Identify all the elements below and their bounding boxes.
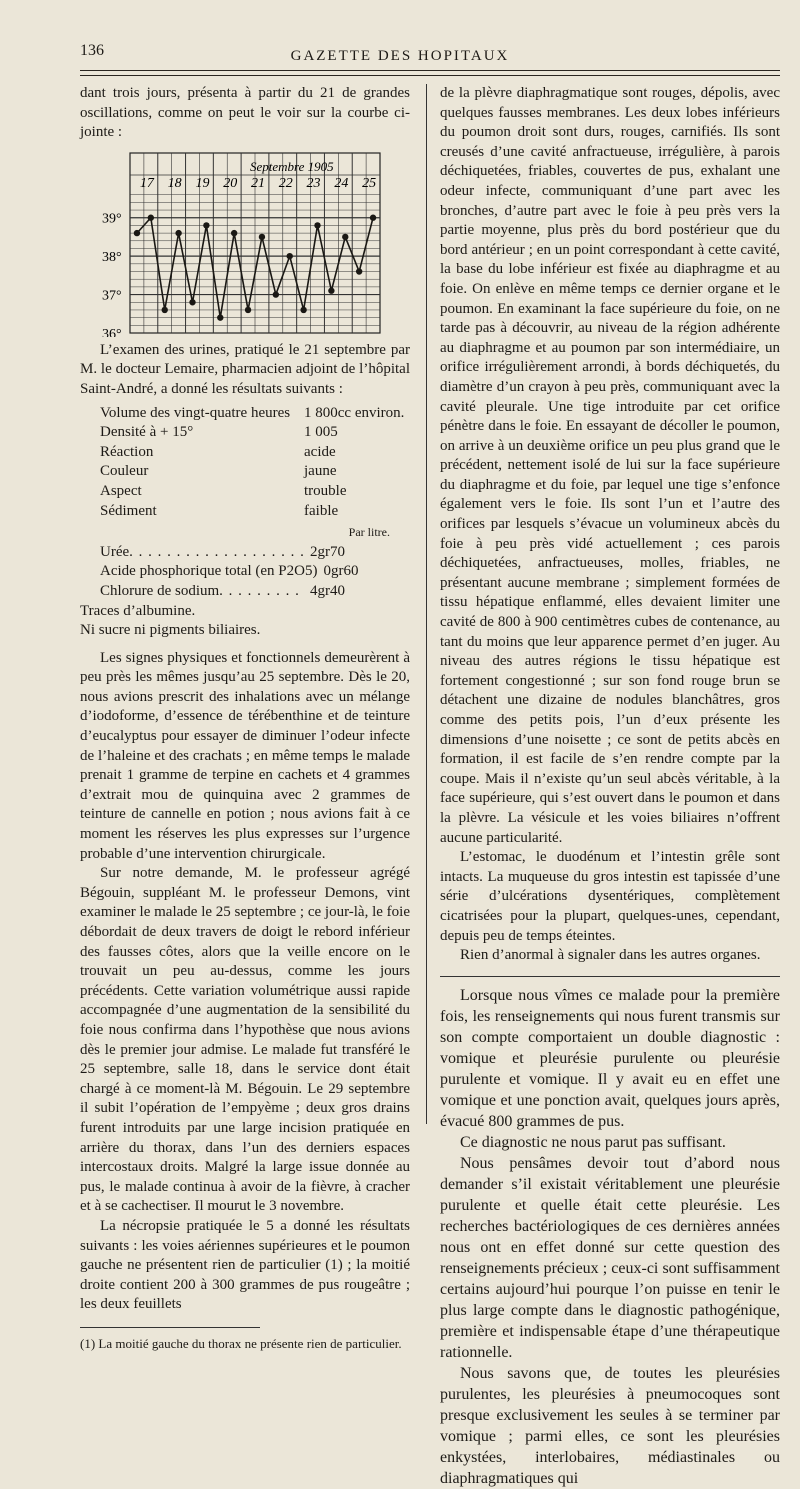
chart-month-label: Septembre 1905 (250, 158, 334, 174)
footnote-rule (80, 1327, 260, 1328)
day-label: 17 (139, 175, 154, 191)
temperature-point (231, 230, 237, 236)
y-tick-label: 38° (102, 249, 122, 265)
day-label: 20 (223, 175, 238, 191)
column-divider (426, 84, 427, 1124)
temperature-point (356, 268, 362, 274)
paragraph: Sur notre demande, M. le professeur agrégé Bégouin, suppléant M. le professeur Demons, vint examiner le malade le 25 septembre ; ce jour-là, le foie débordait de deux travers de doigt le rebord inférieur des fausses côtes, alors que la veille encore on le trouvait un peu au-dessus, comme les jours précédents. Cette variation volumétrique aussi rapide accompagnée d’une augmentation de la sensibilité du foie nous confirma dans l’hypothèse que nous avions dès le premier jour admise. Le malade fut transféré le 25 septembre, salle 18, dans le service dont était chargé à ce moment-là M. Bégouin. Le 29 septembre il subit l’opération de l’empyème ; deux gros drains furent introduits par une large incision pratiquée en arrière du thorax, dans l’un des derniers espaces intercostaux droits. Malgré la large issue donnée au pus, le malade continua à avoir de la fièvre, à cracher et à se cachectiser. Il mourut le 3 novembre. (80, 865, 410, 1215)
footnote: (1) La moitié gauche du thorax ne présente rien de particulier. (80, 1335, 402, 1351)
header-rule (80, 70, 780, 71)
paragraph: Les signes physiques et fonctionnels demeurèrent à peu près les mêmes jusqu’au 25 septembre. Dès le 20, nous avions prescrit des inhalations avec un mélange d’iodoforme, d’essence de térébenthine et de teinture d’eucalyptus pour essayer de diminuer l’odeur infecte de l’haleine et des crachats ; en même temps le malade prenait 1 gramme de terpine en cachets et 4 grammes d’extrait mou de quinquina avec 2 grammes de teinture de cannelle en potion ; nous avions fait à ce moment les réserves les plus expresses sur l’urgence probable d’une intervention chirurgicale. (80, 649, 410, 862)
urine-row: Réaction acide (100, 443, 336, 460)
par-litre-label: Par litre. (348, 525, 390, 540)
day-label: 23 (306, 175, 321, 191)
paragraph: Rien d’anormal à signaler dans les autres organes. (460, 947, 761, 964)
paragraph: Ce diagnostic ne nous parut pas suffisant. (460, 1133, 726, 1151)
paragraph: Lorsque nous vîmes ce malade pour la première fois, les renseignements qui nous furent transmis sur son compte comportaient un double diagnostic : vomique et pleurésie purulente ou pleurésie purulente et vomique. Il y avait eu en effet une vomique et une ponction avait, quelques jours après, évacué 800 grammes de pus. (440, 986, 780, 1130)
right-column (440, 84, 780, 1489)
urine-row: Couleur jaune (100, 463, 337, 480)
page-number: 136 (80, 42, 104, 59)
y-tick-label: 37° (102, 288, 122, 304)
urine-row: Aspect trouble (100, 482, 347, 499)
section-rule (440, 976, 780, 977)
day-label: 24 (334, 175, 349, 191)
temperature-point (148, 214, 154, 220)
day-label: 19 (195, 175, 210, 191)
litre-row: Urée . . . 2gr70 (80, 543, 410, 563)
temperature-point (273, 291, 279, 297)
urine-row: Sédiment faible (100, 502, 339, 519)
paragraph: Nous savons que, de toutes les pleurésies purulentes, les pleurésies à pneumocoques sont presque exclusivement les seules à se terminer par vomique ; parmi elles, ce sont les pleurésies enkystées, interlobaires, médiastinales ou diaphragmatiques qui (440, 1364, 780, 1487)
temperature-point (134, 230, 140, 236)
urine-row: Densité à + 15° 1 005 (100, 424, 338, 441)
litre-row: Acide phosphorique total (en P2O5) 0gr60 (100, 563, 359, 580)
temperature-point (245, 307, 251, 313)
temperature-chart (80, 149, 410, 337)
header-rule-thin (80, 75, 780, 76)
temperature-point (217, 314, 223, 320)
left-column (80, 84, 410, 1353)
temperature-point (314, 222, 320, 228)
urine-note: Ni sucre ni pigments biliaires. (80, 622, 261, 639)
paragraph: de la plèvre diaphragmatique sont rouges, dépolis, avec quelques fausses membranes. Les deux lobes inférieurs du poumon droit sont durs, rouges, carnifiés. Ils sont creusés d’une cavité anfractueuse, irrégulière, à parois déchiquetées, friables, couvertes de pus, exhalant une odeur infecte, communiquant d’une part avec les bronches, d’autre part avec le foie à peu près vers la partie moyenne, plus près du bord postérieur que du bord antérieur ; en un point correspondant à cette cavité, la base du lobe inférieur est fixée au diaphragme et au foie. On enlève en même temps ce dernier organe et le poumon. En examinant la face supérieure du foie, on ne tarde pas à découvrir, au niveau de la région adhérente au diaphragme et au poumon par son intermédiaire, un orifice irrégulièrement arrondi, à bords déchiquetés, du diamètre d’un crayon à peu près, communiquant avec la cavité pleurale. Une tige introduite par cet orifice pénètre dans le foie. En essayant de décoller le poumon, on arrive à un deuxième orifice un peu plus grand que le précédent, nettement isolé de lui sur la face supérieure du diaphragme et du foie, par lequel une tige s’enfonce également vers le foie. Ils sont l’un et l’autre des orifices par lesquels s’évacue un volumineux abcès du foie à peu près vidé actuellement ; ces parois déchiquetées, anfractueuses, molles, friables, ne présentant aucune membrane ; simplement formées de tissu hépatique enflammé, elles devaient limiter une cavité de 800 à 900 centimètres cubes de contenance, au tant du moins que leur apparence permet d’en juger. Au niveau des autres régions le tissu hépatique est fortement congestionné ; sur son fond rouge brun se détachent une dizaine de nodules blanchâtres, gros comme des petits pois, l’un d’eux présente les dimensions d’une noisette ; ce sont de petits abcès en formation, il est facile de s’en rendre compte par la coupe. Mais il n’existe qu’un seul abcès véritable, à la face supérieure, qui s’est ouvert dans le poumon et dans la plèvre. La vésicule et les voies biliaires n’offrent aucune particularité. (440, 85, 780, 846)
y-tick-label: 36° (102, 326, 122, 337)
temperature-point (300, 307, 306, 313)
paragraph: La nécropsie pratiquée le 5 a donné les résultats suivants : les voies aériennes supérieures et le poumon gauche ne présentent rien de particulier (1) ; la moitié droite contient 200 à 300 grammes de pus rougeâtre ; les deux feuillets (80, 1217, 410, 1313)
temperature-point (259, 234, 265, 240)
temperature-point (328, 287, 334, 293)
paragraph: L’estomac, le duodénum et l’intestin grêle sont intacts. La muqueuse du gros intestin est tapissée d’une série d’ulcérations dysentériques, complètement cicatrisées pour la plupart, quelques-unes, cependant, depuis peu de temps éteintes. (440, 849, 780, 944)
temperature-point (203, 222, 209, 228)
urine-note: Traces d’albumine. (80, 602, 196, 619)
day-label: 18 (167, 175, 182, 191)
temperature-point (287, 253, 293, 259)
paragraph: Nous pensâmes devoir tout d’abord nous demander s’il existait véritablement une pleurésie purulente et quelle était cette pleurésie. Les recherches bactériologiques de ces dernières années nous ont en effet donné sur cette question des renseignements précieux ; ceux-ci sont suffisamment certains aujourd’hui pourque l’on puisse en tenir le plus large compte dans le diagnostic pathogénique, première et indispensable étape d’une thérapeutique rationnelle. (440, 1154, 780, 1361)
urine-results (80, 404, 410, 641)
discussion-section (440, 985, 780, 1489)
temperature-point (189, 299, 195, 305)
day-label: 21 (251, 175, 265, 191)
temperature-point (370, 214, 376, 220)
paragraph: dant trois jours, présenta à partir du 21 de grandes oscillations, comme on peut le voir sur la courbe ci-jointe : (80, 85, 410, 141)
temperature-point (342, 234, 348, 240)
y-tick-label: 39° (102, 211, 122, 227)
day-label: 22 (278, 175, 293, 191)
temperature-point (175, 230, 181, 236)
litre-row: Chlorure de sodium . . . 4gr40 (80, 582, 410, 602)
paragraph: L’examen des urines, pratiqué le 21 septembre par M. le docteur Lemaire, pharmacien adjoint de l’hôpital Saint-André, a donné les résultats suivants : (80, 341, 410, 397)
day-label: 25 (362, 175, 377, 191)
running-head: GAZETTE DES HOPITAUX (290, 48, 510, 64)
urine-row: Volume des vingt-quatre heures 1 800cc environ. (100, 404, 405, 421)
temperature-point (162, 307, 168, 313)
